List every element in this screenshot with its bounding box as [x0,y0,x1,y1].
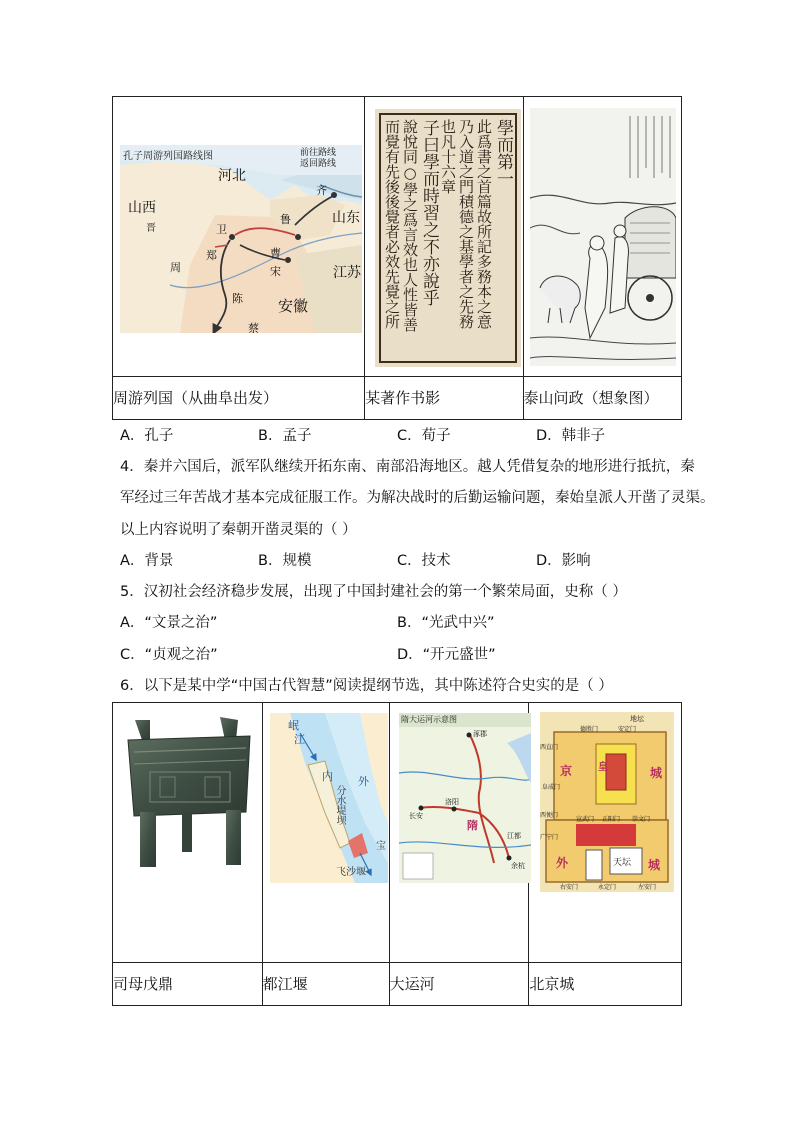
canal-map-title: 隋大运河示意图 [401,715,457,724]
book-col-1: 學而第一 [493,119,513,187]
map-legend-forward: 前往路线 [300,148,337,158]
beijing-label-fuchengmen: 阜成门 [542,784,561,791]
book-col-2: 此爲書之首篇故所記多務本之意 [475,119,493,329]
dujiangyan-map [270,713,388,883]
taishan-painting-image [530,108,676,366]
map-label-wei: 卫 [216,223,227,236]
dujiangyan-label-feisha: 飞沙堰 [336,867,366,878]
q3-option-b[interactable]: B．孟子 [258,428,312,444]
q5-option-c[interactable]: C．“贞观之治” [120,647,218,663]
q5-option-d[interactable]: D．“开元盛世” [397,647,496,663]
beijing-label-xizhimen: 西直门 [540,744,559,751]
dujiangyan-label-wai: 外 [358,775,369,788]
q4-option-a[interactable]: A．背景 [120,553,174,569]
map-label-chen: 陈 [232,292,243,305]
map-label-lu: 鲁 [280,213,291,226]
beijing-label-tiantan: 天坛 [613,858,632,868]
beijing-label-youanmen: 右安门 [560,884,579,891]
q4-option-d[interactable]: D．影响 [536,553,591,569]
q4-stem-line-1: 4．秦并六国后，派军队继续开拓东南、南部沿海地区。越人凭借复杂的地形进行抵抗，秦 [120,459,695,475]
beijing-label-cheng2: 城 [648,858,661,872]
beijing-city-map [540,712,674,892]
dujiangyan-label-nei: 内 [322,770,333,783]
q3-option-a[interactable]: A．孔子 [120,428,174,444]
caption-ding: 司母戊鼎 [113,963,263,1006]
beijing-label-wai: 外 [556,856,569,870]
dujiangyan-label-fenshui: 分水堤坝 [334,785,345,825]
beijing-label-jing: 京 [560,764,573,778]
map-label-cai: 蔡 [248,322,259,333]
map-label-shandong: 山东 [332,210,360,226]
map-label-cao: 曹 [270,247,281,260]
beijing-label-huang: 皇 [598,762,608,773]
caption-canal: 大运河 [389,963,529,1006]
q3-option-d[interactable]: D．韩非子 [536,428,606,444]
confucius-travel-map [120,145,362,333]
book-col-5: 子曰學而時習之不亦說乎 [419,119,439,306]
beijing-label-cheng: 城 [650,766,663,780]
beijing-label-yongdingmen: 永定门 [598,884,617,891]
beijing-label-guanganmen: 广宁门 [540,834,559,841]
canal-label-yuhang: 余杭 [511,862,525,870]
beijing-label-chongwenmen: 崇文门 [632,816,651,823]
map-label-song: 宋 [270,265,281,278]
caption-beijing: 北京城 [529,963,682,1006]
q5-stem: 5．汉初社会经济稳步发展，出现了中国封建社会的第一个繁荣局面，史称（ ） [120,584,627,600]
map-label-hebei: 河北 [218,168,246,184]
caption-book: 某著作书影 [365,377,523,420]
map-label-jiangsu: 江苏 [333,265,361,281]
simuwu-ding-image [120,712,258,872]
book-col-7: 而覺有先後後覺者必效先覺之所 [383,119,401,329]
beijing-label-andingmen: 安定门 [618,726,637,733]
book-col-4: 也凡十六章 [439,119,457,194]
beijing-label-deshengmen: 德胜门 [580,726,599,733]
dujiangyan-label-jiang: 江 [294,733,305,746]
map-label-zheng: 郑 [206,249,217,262]
caption-travel: 周游列国（从曲阜出发） [113,377,365,420]
sui-grand-canal-map [399,713,531,883]
book-col-3: 乃入道之門積德之基學者之先務 [457,119,475,329]
q4-stem-line-3: 以上内容说明了秦朝开凿灵渠的（ ） [120,522,357,538]
dujiangyan-label-bao: 宝 [376,841,386,852]
canal-label-luoyang: 洛阳 [445,798,459,806]
beijing-label-xibianmen: 西便门 [540,812,559,819]
q4-stem-line-2: 军经过三年苦战才基本完成征服工作。为解决战时的后勤运输问题，秦始皇派人开凿了灵渠。 [120,490,715,506]
q5-option-b[interactable]: B．“光武中兴” [397,615,495,631]
q3-option-c[interactable]: C．荀子 [397,428,451,444]
beijing-label-zuoanmen: 左安门 [638,884,657,891]
map-label-qi: 齐 [316,184,327,197]
q5-option-a[interactable]: A．“文景之治” [120,615,218,631]
canal-label-changan: 长安 [409,812,423,820]
q4-option-b[interactable]: B．规模 [258,553,312,569]
map-label-shanxi: 山西 [128,200,156,216]
map-title: 孔子周游列国路线图 [123,151,213,162]
map-label-anhui: 安徽 [278,297,309,315]
canal-label-sui: 隋 [467,819,478,832]
beijing-label-dianan: 地坛 [630,715,644,723]
beijing-label-zhengyangmen: 正阳门 [602,816,621,823]
map-legend-return: 返回路线 [300,159,337,169]
ancient-book-image [375,109,521,367]
caption-dujiangyan: 都江堰 [262,963,389,1006]
book-col-6: 說悅同○學之爲言效也人性皆善 [401,119,419,332]
caption-taishan: 泰山问政（想象图） [523,377,682,420]
dujiangyan-label-min: 岷 [288,719,299,732]
canal-label-jiangdu: 江都 [507,832,521,840]
map-label-jin: 晋 [146,223,156,234]
map-label-zhou: 周 [170,261,181,274]
canal-label-zhuojun: 涿郡 [473,730,487,738]
q6-stem: 6．以下是某中学“中国古代智慧”阅读提纲节选，其中陈述符合史实的是（ ） [120,678,613,694]
q4-option-c[interactable]: C．技术 [397,553,451,569]
beijing-label-xuanwumen: 宣武门 [576,816,595,823]
